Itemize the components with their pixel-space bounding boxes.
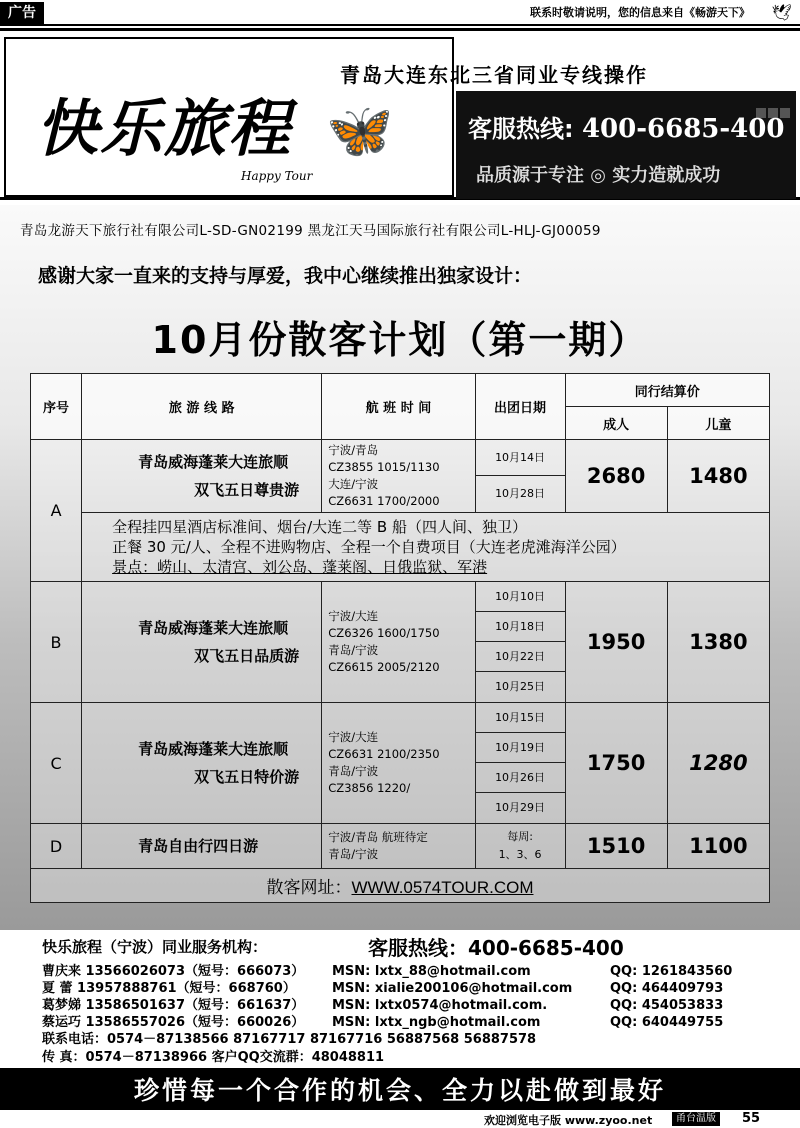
person-info: 曹庆来 13566026073（短号：666073） (42, 964, 305, 979)
table-row-notes (31, 513, 770, 582)
row-route (82, 440, 322, 513)
row-seq: D (31, 824, 82, 869)
date-item: 10月25日 (495, 680, 546, 693)
date-item: 10月29日 (495, 801, 546, 814)
row-seq: B (31, 582, 82, 703)
flight-line: 青岛/宁波 (328, 643, 379, 657)
flight-line: 青岛/宁波 (328, 764, 379, 778)
table-row (31, 703, 770, 824)
msn-contact[interactable]: MSN: xialie200106@hotmail.com (332, 981, 573, 996)
header-child: 儿童 (667, 407, 769, 440)
hotline-number: 400-6685-400 (581, 114, 785, 144)
route-line: 青岛威海蓬莱大连旅顺 (138, 619, 289, 637)
flight-line: CZ6326 1600/1750 (328, 626, 440, 640)
browse-note[interactable]: 欢迎浏览电子版 www.zyoo.net (484, 1114, 653, 1127)
header-slogan: 青岛大连东北三省同业专线操作 (340, 63, 648, 87)
website-row (31, 869, 770, 903)
route-subline: 双飞五日尊贵游 (194, 481, 300, 499)
row-seq: A (31, 440, 82, 582)
date-days: 1、3、6 (498, 848, 542, 861)
route-subline: 双飞五日品质游 (194, 647, 300, 665)
header-dates: 出团日期 (475, 374, 565, 440)
adult-price: 2680 (565, 440, 667, 513)
flight-line: 宁波/大连 (328, 730, 379, 744)
person-info: 夏 蕾 13957888761（短号：668760） (42, 981, 296, 996)
header-adult: 成人 (565, 407, 667, 440)
child-price: 1100 (667, 824, 769, 869)
row-route (82, 582, 322, 703)
qq-contact: QQ: 454053833 (610, 998, 724, 1013)
top-strip (0, 0, 800, 26)
flight-line: 青岛/宁波 (328, 847, 379, 861)
row-seq: C (31, 703, 82, 824)
plan-title: 10月份散客计划（第一期） (151, 318, 649, 362)
flight-line: 大连/宁波 (328, 477, 379, 491)
hotline-label: 客服热线: (468, 115, 574, 143)
row-dates (475, 440, 565, 513)
main-section (0, 205, 800, 930)
date-item: 10月18日 (476, 612, 565, 642)
header-seq: 序号 (31, 374, 82, 440)
qq-contact: QQ: 464409793 (610, 981, 724, 996)
bird-icon: 🕊 (771, 3, 792, 22)
hotline-box (456, 91, 796, 199)
adult-price: 1950 (565, 582, 667, 703)
website-label: 散客网址： (266, 878, 352, 898)
website-link[interactable]: WWW.0574TOUR.COM (351, 878, 534, 897)
msn-contact[interactable]: MSN: lxtx0574@hotmail.com. (332, 998, 548, 1013)
child-price: 1280 (667, 703, 769, 824)
route-subline: 双飞五日特价游 (194, 768, 300, 786)
website-cell (31, 869, 770, 903)
date-item: 10月28日 (495, 487, 546, 500)
qq-contact: QQ: 1261843560 (610, 964, 733, 979)
flight-line: CZ3855 1015/1130 (328, 460, 440, 474)
route-line: 青岛威海蓬莱大连旅顺 (138, 740, 289, 758)
row-dates (475, 703, 565, 824)
date-item: 10月22日 (476, 642, 565, 672)
ad-tag: 广告 (0, 2, 44, 24)
date-item: 10月19日 (476, 733, 565, 763)
route-table (30, 373, 770, 903)
header-route: 旅 游 线 路 (82, 374, 322, 440)
logo-text: 快乐旅程 (36, 92, 293, 165)
footer-banner (0, 1068, 800, 1108)
header-price-group: 同行结算价 (565, 374, 769, 407)
route-line: 青岛自由行四日游 (138, 837, 259, 855)
flight-line: CZ6631 2100/2350 (328, 747, 440, 761)
row-flight (322, 824, 475, 869)
person-info: 蔡运巧 13586557026（短号：660026） (42, 1015, 305, 1030)
footer-slogan: 珍惜每一个合作的机会、全力以赴做到最好 (133, 1076, 666, 1105)
row-route (82, 824, 322, 869)
header-banner (0, 28, 800, 200)
logo-subtitle: Happy Tour (241, 169, 313, 183)
org-name: 快乐旅程（宁波）同业服务机构： (42, 938, 268, 956)
msn-contact[interactable]: MSN: lxtx_88@hotmail.com (332, 964, 531, 979)
row-dates (475, 824, 565, 869)
flight-line: CZ3856 1220/ (328, 781, 411, 795)
adult-price: 1510 (565, 824, 667, 869)
fax-line: 传 真：0574－87138966 客户QQ交流群：48048811 (42, 1050, 385, 1065)
flight-line: 宁波/青岛 航班待定 (328, 830, 428, 844)
row-dates (475, 582, 565, 703)
date-item: 10月26日 (476, 763, 565, 793)
table-row (31, 582, 770, 703)
table-row (31, 824, 770, 869)
flight-line: CZ6615 2005/2120 (328, 660, 440, 674)
adult-price: 1750 (565, 703, 667, 824)
note-line: 景点：崂山、太清宫、刘公岛、蓬莱阁、日俄监狱、军港 (112, 558, 488, 576)
header-flight: 航 班 时 间 (322, 374, 475, 440)
note-line: 正餐 30 元/人、全程不进购物店、全程一个自费项目（大连老虎滩海洋公园） (112, 538, 626, 556)
page-number: 55 (742, 1111, 761, 1126)
phone-numbers: 联系电话：0574－87138566 87167717 87167716 56887568 56887578 (42, 1032, 537, 1047)
flight-line: CZ6631 1700/2000 (328, 494, 440, 508)
table-row (31, 440, 770, 513)
date-item: 10月15日 (476, 703, 565, 733)
butterfly-icon: 🦋 (326, 99, 394, 162)
hotline (468, 109, 784, 144)
row-flight (322, 440, 475, 513)
route-line: 青岛威海蓬莱大连旅顺 (138, 453, 289, 471)
edition-badge: 甬台温版 (672, 1112, 720, 1126)
contact-section (0, 932, 800, 1067)
child-price: 1480 (667, 440, 769, 513)
qq-contact: QQ: 640449755 (610, 1015, 724, 1030)
thanks-line: 感谢大家一直来的支持与厚爱，我中心继续推出独家设计： (38, 265, 533, 287)
msn-contact[interactable]: MSN: lxtx_ngb@hotmail.com (332, 1015, 541, 1030)
quality-slogan: 品质源于专注 ◎ 实力造就成功 (476, 165, 721, 186)
row-flight (322, 582, 475, 703)
date-label: 每周: (507, 830, 533, 843)
source-note: 联系时敬请说明，您的信息来自《畅游天下》 (530, 6, 750, 19)
note-line: 全程挂四星酒店标准间、烟台/大连二等 B 船（四人间、独卫） (112, 518, 527, 536)
flight-line: 宁波/大连 (328, 609, 379, 623)
date-item: 10月10日 (476, 582, 565, 612)
bottom-strip (0, 1108, 800, 1127)
contact-hotline: 客服热线：400-6685-400 (368, 936, 624, 960)
row-flight (322, 703, 475, 824)
person-info: 葛梦娣 13586501637（短号：661637） (42, 998, 305, 1013)
row-route (82, 703, 322, 824)
row-notes (82, 513, 770, 582)
date-item: 10月14日 (476, 440, 565, 476)
child-price: 1380 (667, 582, 769, 703)
flight-line: 宁波/青岛 (328, 443, 379, 457)
license-line: 青岛龙游天下旅行社有限公司L-SD-GN02199 黑龙江天马国际旅行社有限公司L-HLJ-GJ00059 (20, 223, 601, 239)
